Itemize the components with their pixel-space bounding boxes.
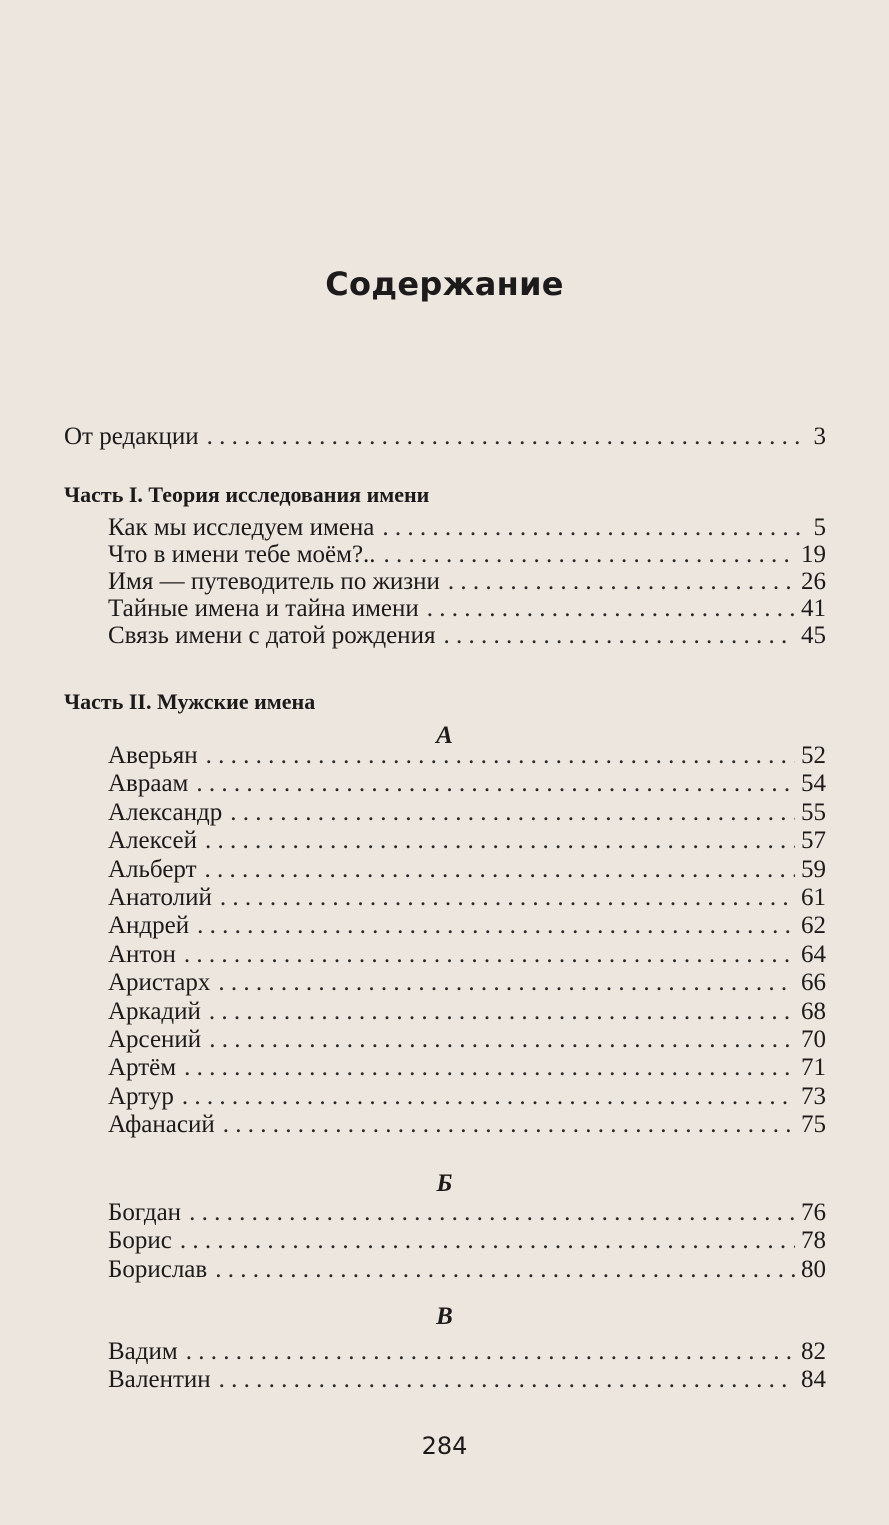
dot-leader <box>209 998 795 1026</box>
dot-leader <box>206 742 795 770</box>
dot-leader <box>215 1256 795 1284</box>
toc-entry <box>108 742 826 770</box>
toc-entry-label: Афанасий <box>108 1111 215 1138</box>
toc-entry-label: Валентин <box>108 1366 211 1393</box>
dot-leader <box>230 799 795 827</box>
toc-entry-page: 70 <box>801 1026 826 1053</box>
dot-leader <box>443 622 795 650</box>
toc-entry-page: 5 <box>813 514 826 541</box>
toc-entry-label: Арсений <box>108 1026 202 1053</box>
dot-leader <box>218 969 795 997</box>
toc-entry-page: 84 <box>801 1366 826 1393</box>
toc-entry-label: Александр <box>108 799 223 826</box>
toc-entry-page: 76 <box>801 1199 826 1226</box>
toc-entry-label: Борис <box>108 1227 172 1254</box>
toc-entry <box>108 1366 826 1394</box>
toc-entry-label: Вадим <box>108 1338 178 1365</box>
toc-entry-label: Богдан <box>108 1199 182 1226</box>
toc-entry-page: 62 <box>801 912 826 939</box>
toc-entry <box>108 1111 826 1139</box>
toc-entry-page: 52 <box>801 742 826 769</box>
toc-entry-label: Алексей <box>108 827 198 854</box>
dot-leader <box>220 884 795 912</box>
dot-leader <box>186 1338 795 1366</box>
toc-entry-page: 75 <box>801 1111 826 1138</box>
dot-leader <box>182 1083 795 1111</box>
toc-entry <box>108 1227 826 1255</box>
toc-entry <box>108 912 826 940</box>
toc-entry-page: 19 <box>801 541 826 568</box>
dot-leader <box>184 1054 795 1082</box>
toc-entry-page: 66 <box>801 969 826 996</box>
toc-entry-label: Артём <box>108 1054 177 1081</box>
toc-entry-label: Имя — путеводитель по жизни <box>108 568 440 595</box>
toc-entry <box>108 622 826 650</box>
page-title: Содержание <box>325 265 564 303</box>
toc-entry-label: Аверьян <box>108 742 198 769</box>
toc-entry-page: 54 <box>801 770 826 797</box>
toc-entry-label: Альберт <box>108 856 197 883</box>
dot-leader <box>384 541 795 569</box>
toc-entry-label: Тайные имена и тайна имени <box>108 595 419 622</box>
toc-entry-page: 26 <box>801 568 826 595</box>
toc-entry-page: 68 <box>801 998 826 1025</box>
toc-entry-label: Связь имени с датой рождения <box>108 622 436 649</box>
toc-entry <box>108 1026 826 1054</box>
toc-entry-page: 61 <box>801 884 826 911</box>
toc-entry <box>108 595 826 623</box>
dot-leader <box>196 770 795 798</box>
toc-entry-label: Аркадий <box>108 998 201 1025</box>
dot-leader <box>219 1366 795 1394</box>
part1-heading: Часть I. Теория исследования имени <box>64 482 430 507</box>
toc-entry-label: Что в имени тебе моём?.. <box>108 541 376 568</box>
toc-entry <box>108 1083 826 1111</box>
letter-heading: А <box>436 722 453 749</box>
toc-entry-label: Борислав <box>108 1256 208 1283</box>
toc-entry-label: Аристарх <box>108 969 211 996</box>
dot-leader <box>448 568 795 596</box>
toc-entry-label: Андрей <box>108 912 190 939</box>
page-number: 284 <box>421 1432 468 1460</box>
toc-entry-page: 73 <box>801 1083 826 1110</box>
toc-entry-page: 41 <box>801 595 826 622</box>
part2-heading: Часть II. Мужские имена <box>64 689 316 714</box>
toc-entry <box>108 1338 826 1366</box>
dot-leader <box>180 1227 795 1255</box>
toc-entry-page: 82 <box>801 1338 826 1365</box>
toc-entry <box>108 1199 826 1227</box>
toc-entry <box>108 884 826 912</box>
toc-entry-label: Как мы исследуем имена <box>108 514 375 541</box>
toc-entry-label: Анатолий <box>108 884 212 911</box>
toc-entry-page: 78 <box>801 1227 826 1254</box>
dot-leader <box>382 514 806 542</box>
toc-entry-page: 80 <box>801 1256 826 1283</box>
toc-entry-label: От редакции <box>64 423 199 450</box>
toc-entry <box>108 541 826 569</box>
toc-entry-page: 64 <box>801 941 826 968</box>
toc-entry-page: 71 <box>801 1054 826 1081</box>
toc-entry-label: Авраам <box>108 770 189 797</box>
toc-entry-editorial <box>64 423 826 451</box>
dot-leader <box>205 827 795 855</box>
toc-entry <box>108 799 826 827</box>
dot-leader <box>223 1111 795 1139</box>
toc-entry <box>108 998 826 1026</box>
toc-entry-label: Артур <box>108 1083 174 1110</box>
dot-leader <box>207 423 806 451</box>
dot-leader <box>189 1199 795 1227</box>
toc-entry-page: 3 <box>813 423 826 450</box>
toc-entry <box>108 1054 826 1082</box>
toc-entry <box>108 856 826 884</box>
dot-leader <box>205 856 795 884</box>
toc-entry <box>108 770 826 798</box>
toc-entry-page: 57 <box>801 827 826 854</box>
toc-entry <box>108 514 826 542</box>
dot-leader <box>184 941 795 969</box>
toc-entry-page: 59 <box>801 856 826 883</box>
letter-heading: Б <box>436 1170 453 1197</box>
toc-entry <box>108 568 826 596</box>
toc-entry-page: 55 <box>801 799 826 826</box>
dot-leader <box>197 912 795 940</box>
toc-entry <box>108 827 826 855</box>
dot-leader <box>209 1026 795 1054</box>
toc-entry <box>108 969 826 997</box>
toc-entry <box>108 1256 826 1284</box>
toc-entry-label: Антон <box>108 941 176 968</box>
letter-heading: В <box>436 1303 453 1330</box>
toc-entry <box>108 941 826 969</box>
dot-leader <box>427 595 795 623</box>
toc-entry-page: 45 <box>801 622 826 649</box>
